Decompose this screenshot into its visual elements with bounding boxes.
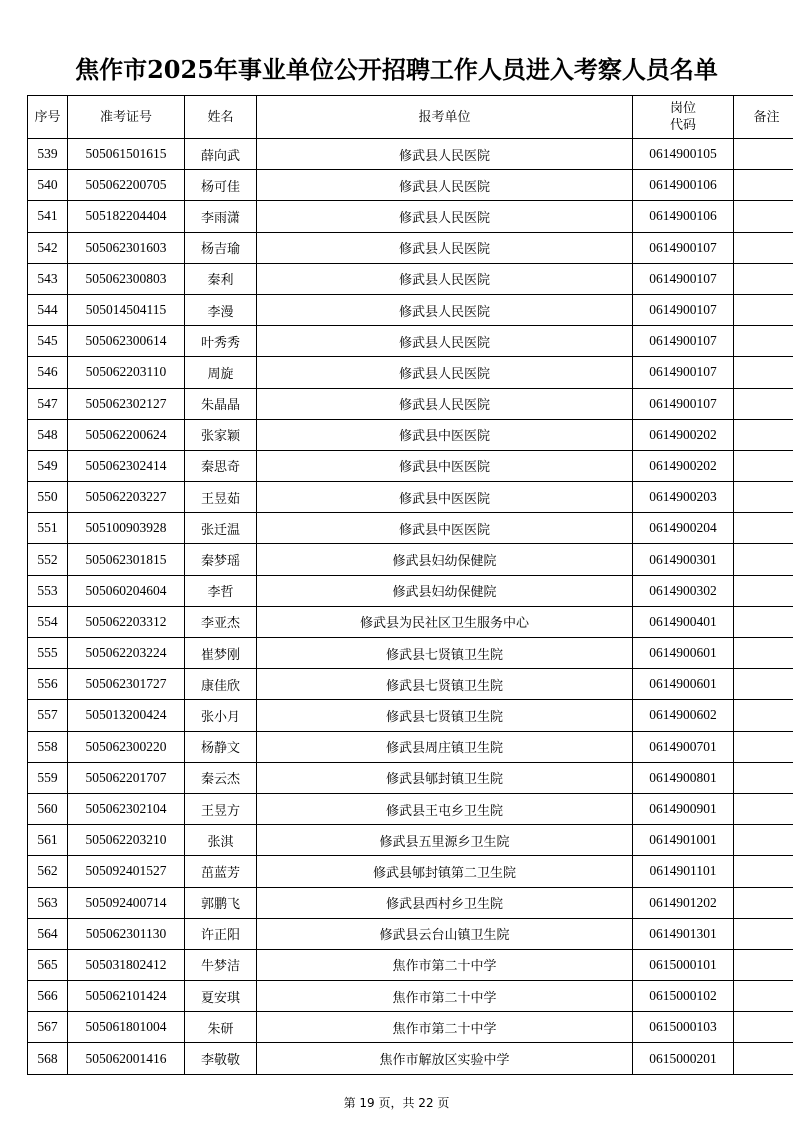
cell-unit: 修武县为民社区卫生服务中心 [257, 606, 633, 637]
cell-exam-id: 505062300614 [68, 326, 185, 357]
cell-exam-id: 505062300803 [68, 263, 185, 294]
cell-exam-id: 505062203312 [68, 606, 185, 637]
cell-unit: 修武县周庄镇卫生院 [257, 731, 633, 762]
cell-unit: 修武县七贤镇卫生院 [257, 669, 633, 700]
cell-exam-id: 505062203210 [68, 825, 185, 856]
cell-position-code: 0615000201 [633, 1043, 734, 1074]
cell-unit: 修武县人民医院 [257, 263, 633, 294]
cell-note [734, 918, 793, 949]
cell-seq: 543 [28, 263, 68, 294]
cell-exam-id: 505060204604 [68, 575, 185, 606]
cell-name: 茁蓝芳 [185, 856, 257, 887]
table-row [28, 793, 793, 824]
cell-name: 康佳欣 [185, 669, 257, 700]
cell-name: 李敬敬 [185, 1043, 257, 1074]
cell-seq: 549 [28, 450, 68, 481]
cell-seq: 545 [28, 326, 68, 357]
cell-name: 郭鹏飞 [185, 887, 257, 918]
cell-seq: 550 [28, 482, 68, 513]
cell-name: 张淇 [185, 825, 257, 856]
cell-position-code: 0614900107 [633, 357, 734, 388]
cell-position-code: 0614901001 [633, 825, 734, 856]
cell-unit: 修武县郇封镇卫生院 [257, 762, 633, 793]
cell-position-code: 0614900401 [633, 606, 734, 637]
table-row [28, 357, 793, 388]
cell-name: 秦思奇 [185, 450, 257, 481]
cell-name: 崔梦刚 [185, 638, 257, 669]
cell-note [734, 201, 793, 232]
cell-unit: 修武县人民医院 [257, 357, 633, 388]
table-row [28, 606, 793, 637]
cell-position-code: 0614900202 [633, 419, 734, 450]
cell-exam-id: 505062203227 [68, 482, 185, 513]
cell-position-code: 0614900106 [633, 170, 734, 201]
cell-position-code: 0614900203 [633, 482, 734, 513]
cell-unit: 修武县中医医院 [257, 513, 633, 544]
cell-note [734, 388, 793, 419]
cell-exam-id: 505100903928 [68, 513, 185, 544]
cell-note [734, 170, 793, 201]
cell-unit: 修武县妇幼保健院 [257, 544, 633, 575]
cell-seq: 560 [28, 793, 68, 824]
cell-note [734, 513, 793, 544]
table-row [28, 513, 793, 544]
cell-position-code: 0614900106 [633, 201, 734, 232]
cell-unit: 修武县云台山镇卫生院 [257, 918, 633, 949]
cell-name: 王昱茹 [185, 482, 257, 513]
cell-note [734, 669, 793, 700]
cell-name: 朱晶晶 [185, 388, 257, 419]
cell-seq: 564 [28, 918, 68, 949]
table-row [28, 731, 793, 762]
candidate-table [27, 95, 793, 1075]
cell-exam-id: 505062301727 [68, 669, 185, 700]
cell-note [734, 263, 793, 294]
cell-unit: 修武县妇幼保健院 [257, 575, 633, 606]
cell-unit: 焦作市第二十中学 [257, 949, 633, 980]
table-row [28, 419, 793, 450]
cell-position-code: 0614900107 [633, 263, 734, 294]
cell-unit: 修武县中医医院 [257, 450, 633, 481]
cell-note [734, 326, 793, 357]
cell-exam-id: 505062201707 [68, 762, 185, 793]
table-row [28, 575, 793, 606]
table-row [28, 326, 793, 357]
table-row [28, 388, 793, 419]
table-row [28, 762, 793, 793]
cell-note [734, 887, 793, 918]
cell-name: 秦利 [185, 263, 257, 294]
cell-seq: 565 [28, 949, 68, 980]
cell-position-code: 0614900601 [633, 638, 734, 669]
cell-note [734, 825, 793, 856]
cell-note [734, 419, 793, 450]
cell-name: 叶秀秀 [185, 326, 257, 357]
cell-seq: 541 [28, 201, 68, 232]
cell-name: 李哲 [185, 575, 257, 606]
cell-name: 张小月 [185, 700, 257, 731]
cell-position-code: 0614900301 [633, 544, 734, 575]
cell-seq: 540 [28, 170, 68, 201]
cell-position-code: 0614900105 [633, 139, 734, 170]
cell-unit: 修武县人民医院 [257, 232, 633, 263]
cell-name: 杨可佳 [185, 170, 257, 201]
cell-exam-id: 505062301815 [68, 544, 185, 575]
cell-name: 薛向武 [185, 139, 257, 170]
cell-exam-id: 505062302104 [68, 793, 185, 824]
cell-seq: 542 [28, 232, 68, 263]
header-unit: 报考单位 [257, 96, 633, 139]
cell-seq: 544 [28, 294, 68, 325]
cell-exam-id: 505092400714 [68, 887, 185, 918]
cell-seq: 561 [28, 825, 68, 856]
cell-seq: 563 [28, 887, 68, 918]
cell-note [734, 482, 793, 513]
page-footer: 第 19 页，共 22 页 [343, 1096, 450, 1110]
cell-note [734, 700, 793, 731]
cell-position-code: 0614900204 [633, 513, 734, 544]
table-row [28, 700, 793, 731]
cell-unit: 修武县中医医院 [257, 482, 633, 513]
table-row [28, 294, 793, 325]
cell-unit: 修武县七贤镇卫生院 [257, 638, 633, 669]
cell-note [734, 606, 793, 637]
cell-note [734, 856, 793, 887]
table-row [28, 887, 793, 918]
cell-position-code: 0614900107 [633, 388, 734, 419]
cell-name: 张迁温 [185, 513, 257, 544]
cell-name: 张家颖 [185, 419, 257, 450]
cell-position-code: 0614900801 [633, 762, 734, 793]
cell-position-code: 0614900202 [633, 450, 734, 481]
cell-name: 许正阳 [185, 918, 257, 949]
table-row [28, 450, 793, 481]
cell-position-code: 0615000102 [633, 981, 734, 1012]
cell-exam-id: 505061501615 [68, 139, 185, 170]
cell-seq: 562 [28, 856, 68, 887]
cell-seq: 568 [28, 1043, 68, 1074]
cell-note [734, 450, 793, 481]
table-row [28, 825, 793, 856]
cell-name: 王昱方 [185, 793, 257, 824]
cell-name: 李亚杰 [185, 606, 257, 637]
cell-seq: 567 [28, 1012, 68, 1043]
cell-unit: 修武县人民医院 [257, 294, 633, 325]
cell-note [734, 1012, 793, 1043]
table-row [28, 139, 793, 170]
cell-note [734, 357, 793, 388]
cell-exam-id: 505062101424 [68, 981, 185, 1012]
cell-note [734, 949, 793, 980]
header-name: 姓名 [185, 96, 257, 139]
table-row [28, 949, 793, 980]
cell-exam-id: 505092401527 [68, 856, 185, 887]
cell-position-code: 0614901101 [633, 856, 734, 887]
cell-seq: 566 [28, 981, 68, 1012]
table-row [28, 201, 793, 232]
cell-note [734, 731, 793, 762]
cell-position-code: 0614900602 [633, 700, 734, 731]
cell-unit: 焦作市第二十中学 [257, 1012, 633, 1043]
cell-name: 夏安琪 [185, 981, 257, 1012]
cell-note [734, 793, 793, 824]
cell-seq: 548 [28, 419, 68, 450]
cell-note [734, 638, 793, 669]
cell-exam-id: 505062203110 [68, 357, 185, 388]
cell-unit: 修武县人民医院 [257, 388, 633, 419]
cell-unit: 修武县西村乡卫生院 [257, 887, 633, 918]
header-seq: 序号 [28, 96, 68, 139]
cell-position-code: 0614901202 [633, 887, 734, 918]
header-exam-id: 准考证号 [68, 96, 185, 139]
cell-position-code: 0614900107 [633, 232, 734, 263]
cell-exam-id: 505062301603 [68, 232, 185, 263]
cell-exam-id: 505062300220 [68, 731, 185, 762]
page-title: 焦作市2025年事业单位公开招聘工作人员进入考察人员名单 [75, 55, 718, 84]
table-body [28, 139, 793, 1075]
table-row [28, 856, 793, 887]
cell-exam-id: 505062200624 [68, 419, 185, 450]
header-position-code: 岗位 代码 [633, 96, 734, 139]
cell-unit: 修武县人民医院 [257, 139, 633, 170]
cell-name: 杨吉瑜 [185, 232, 257, 263]
cell-unit: 修武县五里源乡卫生院 [257, 825, 633, 856]
table-row [28, 1012, 793, 1043]
cell-name: 杨静文 [185, 731, 257, 762]
cell-note [734, 232, 793, 263]
cell-seq: 546 [28, 357, 68, 388]
cell-position-code: 0614900901 [633, 793, 734, 824]
cell-seq: 547 [28, 388, 68, 419]
cell-note [734, 1043, 793, 1074]
cell-name: 李漫 [185, 294, 257, 325]
cell-position-code: 0614901301 [633, 918, 734, 949]
cell-unit: 修武县人民医院 [257, 170, 633, 201]
cell-note [734, 762, 793, 793]
cell-seq: 539 [28, 139, 68, 170]
cell-position-code: 0614900701 [633, 731, 734, 762]
table-row [28, 232, 793, 263]
header-note: 备注 [734, 96, 793, 139]
cell-note [734, 981, 793, 1012]
table-row [28, 918, 793, 949]
cell-exam-id: 505062302127 [68, 388, 185, 419]
cell-exam-id: 505014504115 [68, 294, 185, 325]
cell-unit: 焦作市解放区实验中学 [257, 1043, 633, 1074]
cell-unit: 修武县中医医院 [257, 419, 633, 450]
cell-exam-id: 505062301130 [68, 918, 185, 949]
cell-seq: 558 [28, 731, 68, 762]
cell-note [734, 294, 793, 325]
cell-name: 朱研 [185, 1012, 257, 1043]
cell-position-code: 0614900601 [633, 669, 734, 700]
table-row [28, 263, 793, 294]
cell-exam-id: 505062203224 [68, 638, 185, 669]
cell-exam-id: 505062001416 [68, 1043, 185, 1074]
table-row [28, 981, 793, 1012]
table-row [28, 638, 793, 669]
cell-name: 秦云杰 [185, 762, 257, 793]
cell-exam-id: 505061801004 [68, 1012, 185, 1043]
table-row [28, 170, 793, 201]
cell-position-code: 0614900302 [633, 575, 734, 606]
table-row [28, 544, 793, 575]
cell-seq: 551 [28, 513, 68, 544]
cell-position-code: 0614900107 [633, 326, 734, 357]
cell-exam-id: 505013200424 [68, 700, 185, 731]
table-header-row [28, 96, 793, 139]
cell-exam-id: 505062200705 [68, 170, 185, 201]
cell-unit: 焦作市第二十中学 [257, 981, 633, 1012]
cell-position-code: 0615000103 [633, 1012, 734, 1043]
table-row [28, 482, 793, 513]
cell-unit: 修武县七贤镇卫生院 [257, 700, 633, 731]
cell-seq: 557 [28, 700, 68, 731]
cell-position-code: 0614900107 [633, 294, 734, 325]
cell-position-code: 0615000101 [633, 949, 734, 980]
cell-seq: 552 [28, 544, 68, 575]
cell-note [734, 139, 793, 170]
cell-name: 周旋 [185, 357, 257, 388]
cell-unit: 修武县人民医院 [257, 201, 633, 232]
table-row [28, 669, 793, 700]
cell-unit: 修武县王屯乡卫生院 [257, 793, 633, 824]
cell-exam-id: 505062302414 [68, 450, 185, 481]
cell-seq: 554 [28, 606, 68, 637]
table-row [28, 1043, 793, 1074]
cell-name: 秦梦瑶 [185, 544, 257, 575]
cell-seq: 553 [28, 575, 68, 606]
cell-seq: 555 [28, 638, 68, 669]
cell-seq: 556 [28, 669, 68, 700]
cell-exam-id: 505031802412 [68, 949, 185, 980]
cell-note [734, 575, 793, 606]
cell-name: 牛梦洁 [185, 949, 257, 980]
cell-note [734, 544, 793, 575]
cell-seq: 559 [28, 762, 68, 793]
cell-name: 李雨潇 [185, 201, 257, 232]
cell-exam-id: 505182204404 [68, 201, 185, 232]
cell-unit: 修武县郇封镇第二卫生院 [257, 856, 633, 887]
cell-unit: 修武县人民医院 [257, 326, 633, 357]
